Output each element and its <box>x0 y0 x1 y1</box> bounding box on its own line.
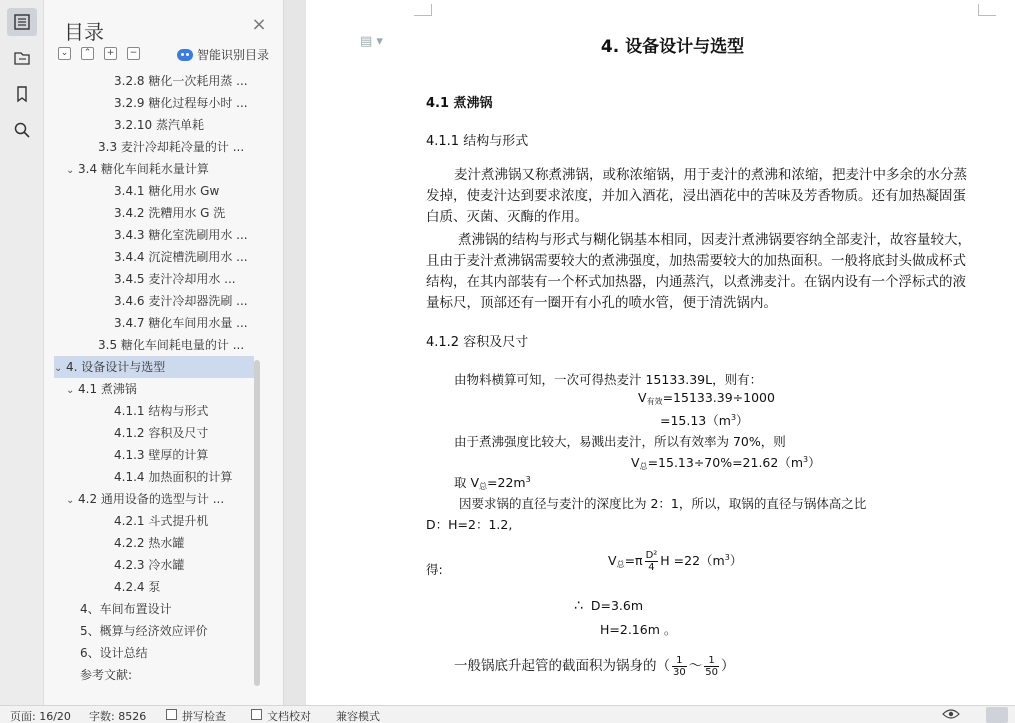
outline-tools <box>58 47 140 60</box>
formula-volume: $V_总=\pi$ $\frac{\text{D²}}{4}$ $H =22(m^3)$ <box>608 550 743 573</box>
calc-line: 因要求锅的直径与麦汁的深度比为 2：1，所以，取锅的直径与锅体高之比 <box>459 496 867 511</box>
add-heading-icon[interactable]: + <box>104 47 117 60</box>
toc-item[interactable] <box>114 114 250 136</box>
toc-item[interactable] <box>114 290 250 312</box>
chevron-down-icon[interactable]: ⌄ <box>66 165 75 176</box>
toc-item-label: 4.1.3 壁厚的计算 <box>114 448 209 462</box>
toc-item-label: 4.1 煮沸锅 <box>78 382 137 396</box>
toc-item-label: 4.1.2 容积及尺寸 <box>114 426 209 440</box>
formula-result: ∴ D=3.6m <box>574 598 644 614</box>
toc-item-label: 3.5 糖化车间耗电量的计 ... <box>98 338 245 352</box>
eye-icon[interactable] <box>942 708 960 720</box>
document-menu-icon[interactable]: ▤ ▾ <box>360 34 383 49</box>
document-page <box>306 0 1015 705</box>
toc-item-label: 3.2.10 蒸汽单耗 <box>114 118 204 132</box>
toc-item-label: 3.4.1 糖化用水 Gw <box>114 184 220 198</box>
toc-item[interactable] <box>66 158 236 180</box>
toc-item-label: 3.3 麦汁冷却耗冷量的计 ... <box>98 140 245 154</box>
spell-check-icon[interactable] <box>166 709 177 720</box>
paragraph-structure: 麦汁煮沸锅又称煮沸锅，或称浓缩锅，用于麦汁的煮沸和浓缩，把麦汁中多余的水分蒸 发掉，使麦汁达到要求浓度，并加入酒花，浸出酒花中的苦味及芳香物质。还有加热凝固蛋 白质、灭菌、灭酶的作用。 <box>426 167 967 225</box>
toc-item-label: 6、设计总结 <box>80 646 148 660</box>
toc-item-label: 3.4.2 洗糟用水 G 洗 <box>114 206 226 220</box>
left-toolbar <box>0 0 44 705</box>
fraction: $\frac{1}{50}$ <box>705 654 718 678</box>
toc-item-label: 4.2.2 热水罐 <box>114 536 185 550</box>
close-icon[interactable]: × <box>251 14 267 35</box>
remove-heading-icon[interactable]: − <box>127 47 140 60</box>
toc-item-label: 3.2.9 糖化过程每小时 ... <box>114 96 248 110</box>
toc-item[interactable] <box>80 620 250 642</box>
panel-splitter[interactable] <box>284 0 306 705</box>
outline-scrollbar[interactable] <box>254 360 260 686</box>
subsection-heading: 4.1.2 容积及尺寸 <box>426 335 529 350</box>
toc-item-label: 3.2.8 糖化一次耗用蒸 ... <box>114 74 248 88</box>
toc-item-label: 5、概算与经济效应评价 <box>80 624 208 638</box>
page-corner-mark <box>414 4 432 16</box>
formula-line: $V_总=15.13\div 70\%=21.62(m^3)$ <box>631 455 821 471</box>
toc-item-label: 4.2.1 斗式提升机 <box>114 514 209 528</box>
toc-item[interactable] <box>114 532 250 554</box>
proofread-icon[interactable] <box>251 709 262 720</box>
compat-mode-label: 兼容模式 <box>336 710 380 723</box>
chevron-down-icon[interactable]: ⌄ <box>66 495 75 506</box>
toc-item[interactable] <box>80 664 250 686</box>
toc-item[interactable] <box>114 444 250 466</box>
toc-item-label: 3.4.5 麦汁冷却用水 ... <box>114 272 236 286</box>
toc-item-label: 4. 设备设计与选型 <box>66 360 166 374</box>
toc-item-label: 4、车间布置设计 <box>80 602 172 616</box>
toc-item-label: 4.1.1 结构与形式 <box>114 404 209 418</box>
calc-line-area: 一般锅底升起管的截面积为锅身的（ $\frac{1}{30}$ ～ $\frac{1}{50}$ ） <box>454 654 735 678</box>
calc-line: D：H=2：1.2, <box>426 517 513 532</box>
toc-item-label: 4.2 通用设备的选型与计 ... <box>78 492 225 506</box>
spell-check-button[interactable]: 拼写检查 <box>182 710 226 723</box>
bookmark-icon[interactable] <box>7 80 37 108</box>
paragraph-form: 煮沸锅的结构与形式与糊化锅基本相同，因麦汁煮沸锅要容纳全部麦汁，故容量较大， 且由于麦汁煮沸锅需要较大的煮沸强度，加热需要较大的加热面积。一般将底封头做成杯式 结构，在其内部装有一个杯式加热器，内通蒸汽，以煮沸麦汁。在锅内设有一个浮标式的液 量标尺，顶部还有一圈开有小孔的喷水管，便于清洗锅内。 <box>426 232 971 311</box>
toc-item[interactable] <box>114 224 250 246</box>
toc-item-label: 参考文献: <box>80 668 133 682</box>
formula-result: H=2.16m 。 <box>600 622 677 637</box>
toc-item[interactable] <box>114 510 250 532</box>
smart-assist-icon <box>177 49 193 61</box>
reading-mode-icon[interactable] <box>986 707 1008 723</box>
fraction: $\frac{\text{D²}}{4}$ <box>645 550 658 573</box>
toc-item-label: 4.1.4 加热面积的计算 <box>114 470 233 484</box>
toc-item-label: 3.4.6 麦汁冷却器洗刷 ... <box>114 294 248 308</box>
toc-item-label: 3.4.4 沉淀槽洗刷用水 ... <box>114 250 248 264</box>
toc-item[interactable] <box>114 92 250 114</box>
section-heading: 4.1 煮沸锅 <box>426 96 493 111</box>
toc-item[interactable] <box>114 246 250 268</box>
toc-item[interactable] <box>114 576 250 598</box>
calc-line: 由物料横算可知，一次可得热麦汁 15133.39L，则有： <box>454 372 763 387</box>
toc-item[interactable] <box>114 180 250 202</box>
word-count[interactable]: 字数: 8526 <box>89 710 147 723</box>
status-bar <box>0 705 1015 723</box>
chevron-down-icon[interactable]: ⌄ <box>54 363 63 374</box>
toc-item[interactable] <box>98 136 250 158</box>
smart-outline-label: 智能识别目录 <box>197 48 270 62</box>
fraction: $\frac{1}{30}$ <box>673 654 686 678</box>
toc-item[interactable] <box>98 334 250 356</box>
expand-all-icon[interactable]: ⌄ <box>58 47 71 60</box>
toc-item[interactable] <box>114 466 250 488</box>
toc-item[interactable] <box>66 488 236 510</box>
toc-item[interactable] <box>66 378 236 400</box>
collapse-all-icon[interactable]: ⌃ <box>81 47 94 60</box>
toc-item-label: 3.4.7 糖化车间用水量 ... <box>114 316 248 330</box>
outline-icon[interactable] <box>7 8 37 36</box>
toc-item-label: 3.4.3 糖化室洗刷用水 ... <box>114 228 248 242</box>
chapter-nav-icon[interactable] <box>7 44 37 72</box>
page-indicator[interactable]: 页面: 16/20 <box>10 710 71 723</box>
outline-panel <box>44 0 284 705</box>
toc-item[interactable] <box>54 356 254 378</box>
toc-item[interactable] <box>114 312 250 334</box>
calc-lead: 得: <box>426 562 443 577</box>
toc-list <box>54 70 264 692</box>
formula-line: $=15.13(m^3)$ <box>660 413 749 428</box>
smart-outline-button[interactable] <box>177 46 269 63</box>
calc-line: 由于煮沸强度比较大，易溅出麦汁，所以有效率为 70%，则 <box>454 434 786 449</box>
toc-item[interactable] <box>114 70 250 92</box>
toc-item[interactable] <box>114 422 250 444</box>
formula-line: $V_{有效}=15133.39\div 1000$ <box>638 390 775 406</box>
toc-item[interactable] <box>80 598 250 620</box>
toc-item[interactable] <box>114 268 250 290</box>
toc-item-label: 3.4 糖化车间耗水量计算 <box>78 162 209 176</box>
toc-item[interactable] <box>80 642 250 664</box>
formula-line: 取 $V_总=22m^3$ <box>454 475 531 491</box>
chevron-down-icon[interactable]: ⌄ <box>66 385 75 396</box>
toc-item-label: 4.2.4 泵 <box>114 580 161 594</box>
toc-item-label: 4.2.3 冷水罐 <box>114 558 185 572</box>
subsection-heading: 4.1.1 结构与形式 <box>426 134 529 149</box>
page-title: 4. 设备设计与选型 <box>600 37 745 57</box>
toc-item[interactable] <box>114 202 250 224</box>
page-corner-mark <box>978 4 996 16</box>
proofread-button[interactable]: 文档校对 <box>267 710 311 723</box>
toc-item[interactable] <box>114 554 250 576</box>
search-icon[interactable] <box>7 116 37 144</box>
toc-item[interactable] <box>114 400 250 422</box>
panel-title: 目录 <box>64 20 104 44</box>
